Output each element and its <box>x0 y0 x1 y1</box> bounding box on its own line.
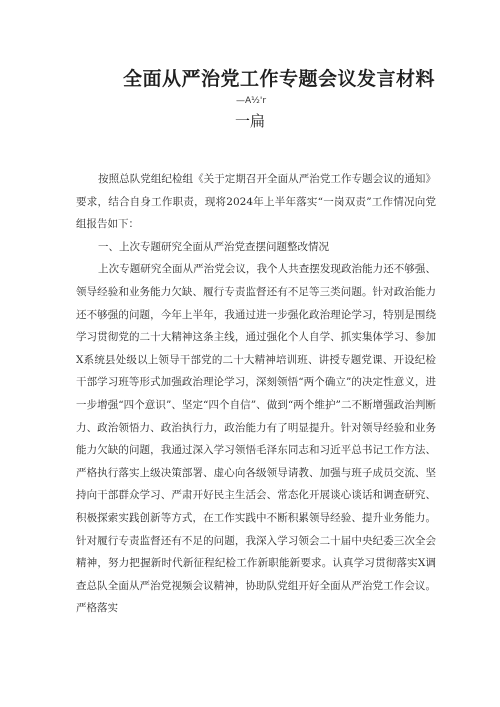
document-subtitle: 一扁 <box>235 112 266 130</box>
document-body <box>76 168 436 620</box>
body-paragraph: 上次专题研究全面从严治党会议，我个人共查摆发现政治能力还不够强、领导经验和业务能力欠缺、履行专责监督还有不足等三类问题。针对政治能力还不够强的问题，今年上半年，我通过进一步强化政治理论学习，特别是围绕学习贯彻党的二十大精神这条主线，通过强化个人自学、抓实集体学习、参加X系统县处级以上领导干部党的二十大精神培训班、讲授专题党课、开设纪检干部学习班等形式加强政治理论学习，深刻领悟“两个确立”的决定性意义，进一步增强“四个意识”、坚定“四个自信”、做到“两个维护”二不断增强政治判断力、政治领悟力、政治执行力，政治能力有了明显提升。针对领导经验和业务能力欠缺的问题，我通过深入学习领悟毛泽东同志和习近平总书记工作方法、严格执行落实上级决策部署、虚心向各级领导请教、加强与班子成员交流、坚持向干部群众学习、严肃开好民主生活会、常态化开展谈心谈话和调查研究、积极探索实践创新等方式，在工作实践中不断积累领导经验、提升业务能力。针对履行专责监督还有不足的问题，我深入学习领会二十届中央纪委三次全会精神，努力把握新时代新征程纪检工作新职能新要求。认真学习贯彻落实X调查总队全面从严治党视频会议精神，协助队党组开好全面从严治党工作会议。严格落实 <box>76 263 436 615</box>
document-title: 全面从严治党工作专题会议发言材料 <box>122 68 435 90</box>
subtitle-mark: —A½'r <box>236 96 267 106</box>
section-heading: 一、上次专题研究全面从严治党查摆问题整改情况 <box>98 240 330 253</box>
intro-paragraph: 按照总队党组纪检组《关于定期召开全面从严治党工作专题会议的通知》要求，结合自身工作职责，现将2024年上半年落实“一岗双责”工作情况向党组报告如下： <box>76 173 436 231</box>
